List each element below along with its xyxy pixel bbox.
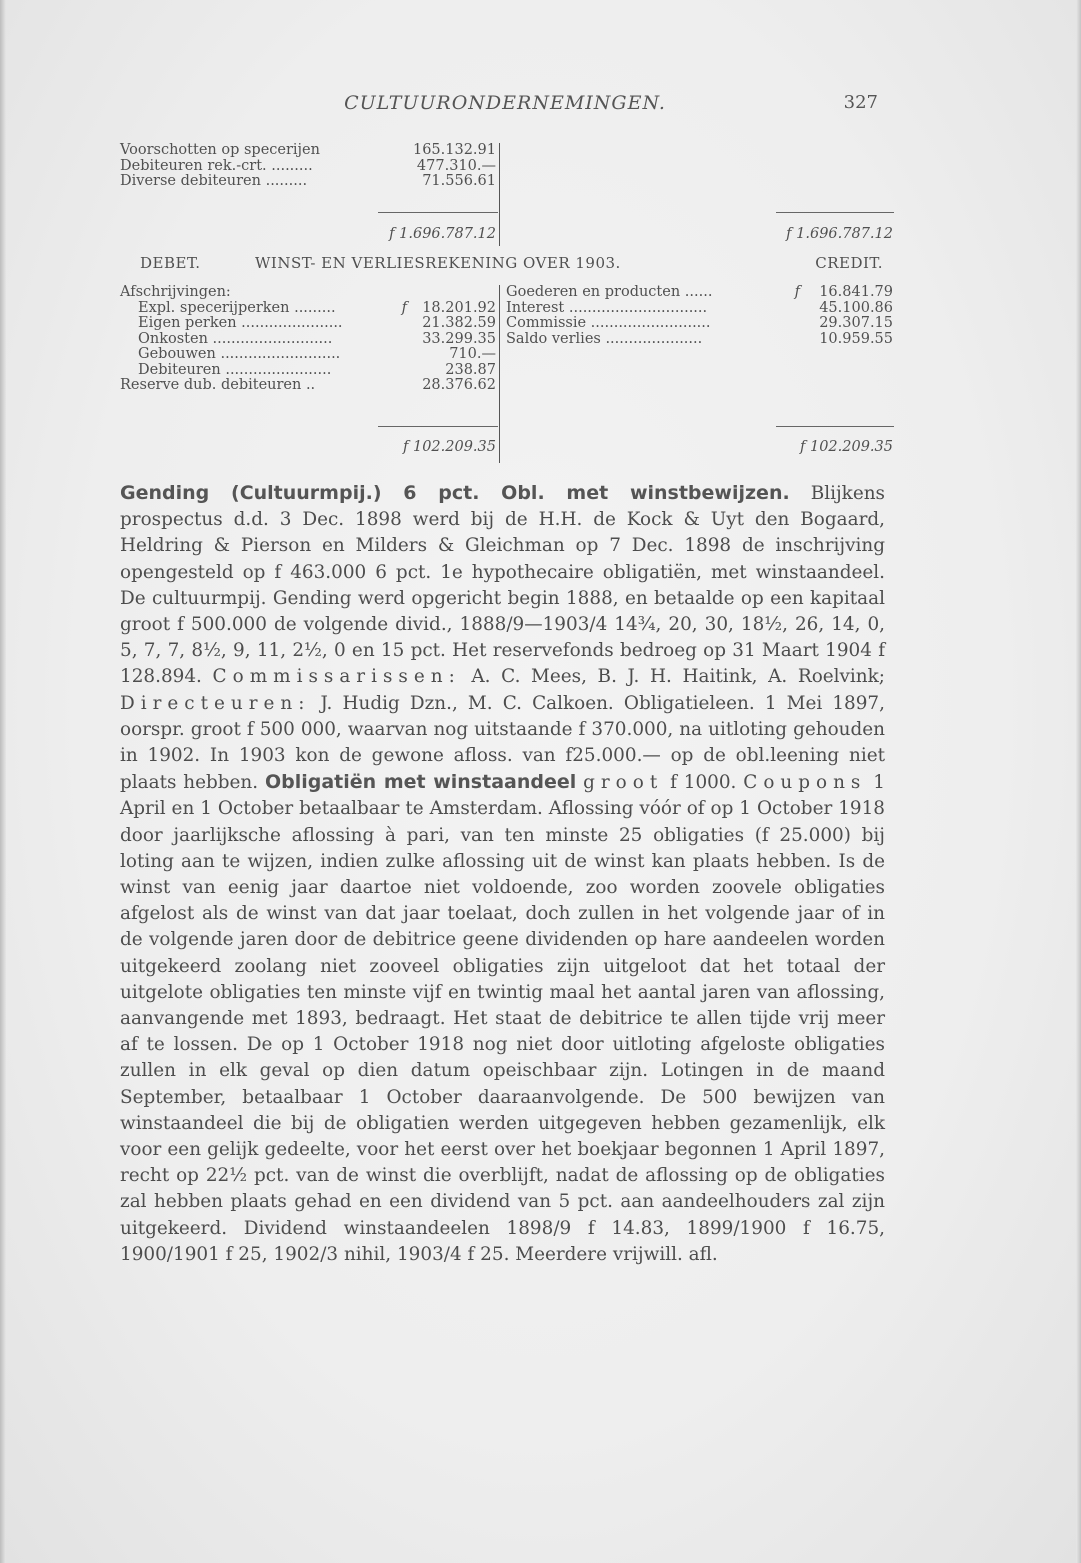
total-rule-credit [776,212,894,213]
page-number: 327 [843,92,878,113]
credit-label: Interest .............................. [506,299,708,316]
directeuren-text: J. Hudig Dzn., M. C. Calkoen. Obligatieleen. 1 Mei 1897, oorspr. groot f 500 000, waarvan nog uitstaande f 370.000, na uitloting gehouden in 1902. In 1903 kon de gewone afloss. van f25.000.— op de obl.leening niet plaats hebben. [120,692,885,794]
obligations-heading: Obligatiën met winstaandeel [264,771,577,794]
currency-sign: f [794,284,800,300]
debit-heading: DEBET. [140,254,201,272]
credit-row [506,285,895,301]
total-rule-debit [378,212,498,213]
debit-amount: 238.87 [445,361,496,378]
total-rule-credit [776,426,894,427]
profit-loss-account [120,285,895,465]
debit-label: Reserve dub. debiteuren .. [120,377,316,393]
column-divider [499,143,500,246]
article-paragraph [120,480,885,1268]
debit-amount: 33.299.35 [422,330,496,347]
credit-heading: CREDIT. [815,254,883,272]
credit-row [506,332,895,348]
column-divider [499,285,500,463]
pl-total-debit: f 102.209.35 [403,439,496,455]
pl-title: WINST- EN VERLIESREKENING OVER 1903. [255,254,621,272]
balance-row [120,143,895,159]
article-text-2: 1 April en 1 October betaalbaar te Amsterdam. Aflossing vóór of op 1 October 1918 door jaarlijksche aflossing à pari, van ten minste 25 obligaties (f 25.000) bij loting aan te wijzen, indien zulke aflossing uit de winst kan plaats hebben. Is de winst van eenig jaar daartoe niet voldoende, zoo worden zoovele obligaties afgelost als de winst van dat jaar toelaat, doch zullen in het volgende jaar of in de volgende jaren door de debitrice geene dividenden op hare aandeelen worden uitgekeerd zoolang niet zooveel obligaties zijn uitgeloot dat het totaal der uitgelote obligaties ten minste vijf en twintig maal het aantal jaren van aflossing, aanvangende met 1893, bedraagt. Het staat de debitrice te allen tijde vrij meer af te lossen. De op 1 October 1918 nog niet door uitloting afgeloste obligaties zullen in elk geval op dien datum opeischbaar zijn. Lotingen in de maand September, betaalbaar 1 October daaraanvolgende. De 500 bewijzen van winstaandeel die bij de obligatien werden uitgegeven hebben gezamenlijk, elk voor een gelijk gedeelte, voor het eerst over het boekjaar begonnen 1 April 1897, recht op 22½ pct. van de winst die overblijft, nadat de aflossing op de obligaties zal hebben plaats gehad en een dividend van 5 pct. aan aandeelhouders zal zijn uitgekeerd. Dividend winstaandeelen 1898/9 f 14.83, 1899/1900 f 16.75, 1900/1901 f 25, 1902/3 nihil, 1903/4 f 25. Meerdere vrijwill. afl. [120,772,885,1265]
credit-label: Goederen en producten ...... [506,284,713,300]
total-rule-debit [378,426,498,427]
page-edge-left [0,0,6,1563]
balance-amount: 71.556.61 [422,173,496,189]
credit-label: Saldo verlies ..................... [506,330,703,347]
article-heading: Gending (Cultuurmpij.) 6 pct. Obl. met winstbewijzen. [120,482,790,504]
balance-total-credit: f 1.696.787.12 [786,226,893,242]
groot-label: groot [583,772,664,794]
debit-amount: 28.376.62 [422,377,496,393]
debit-label: Afschrijvingen: [120,284,231,300]
debit-label: Eigen perken ...................... [138,315,343,331]
article-body [120,480,885,1268]
article-text: Blijkens prospectus d.d. 3 Dec. 1898 werd bij de H.H. de Kock & Uyt den Bogaard, Heldring & Pierson en Milders & Gleichman op 7 Dec. 1898 de inschrijving opengesteld op f 463.000 6 pct. 1e hypothecaire obligatiën, met winstaandeel. De cultuurmpij. Gending werd opgericht begin 1888, en betaalde op een kapitaal groot f 500.000 de volgende divid., 1888/9—1903/4 14¾, 20, 30, 18½, 26, 14, 0, 5, 7, 7, 8½, 9, 11, 2½, 0 en 15 pct. Het reservefonds bedroeg op 31 Maart 1904 f 128.894. [120,483,885,688]
pl-total-credit: f 102.209.35 [800,439,893,455]
credit-amount: 45.100.86 [819,299,893,316]
page-header [120,92,890,122]
directeuren-label: Directeuren: [120,692,311,714]
credit-label: Commissie .......................... [506,315,711,331]
page-edge-right [1076,0,1081,1563]
debit-label: Onkosten .......................... [138,330,333,347]
credit-amount: 29.307.15 [819,315,893,331]
commissarissen-names: A. C. Mees, B. J. H. Haitink, A. Roelvink; [471,666,885,688]
debit-label: Debiteuren ....................... [138,361,332,378]
commissarissen-label: Commissarissen: [212,666,461,688]
debit-row [120,378,895,394]
debit-label: Gebouwen .......................... [138,346,341,362]
balance-label: Diverse debiteuren ......... [120,173,308,189]
debit-row [120,363,895,379]
credit-side [506,285,895,347]
denomination: f 1000. [670,772,737,794]
credit-amount: 10.959.55 [819,330,893,347]
balance-label: Debiteuren rek.-crt. ......... [120,157,313,174]
balance-label: Voorschotten op specerijen [120,142,320,158]
balance-total-debit: f 1.696.787.12 [389,226,496,242]
balance-row [120,174,895,190]
balance-amount: 165.132.91 [412,142,496,158]
balance-row [120,159,895,175]
debit-amount: 710.— [449,346,496,362]
credit-amount: 16.841.79 [819,284,893,300]
coupons-label: Coupons [743,772,867,794]
debit-amount: 18.201.92 [422,299,496,316]
pl-title-row [120,254,895,274]
balance-amount: 477.310.— [416,157,496,174]
running-title: CULTUURONDERNEMINGEN. [344,92,666,114]
debit-row [120,347,895,363]
debit-label: Expl. specerijperken ......... [138,299,336,316]
currency-sign: f [401,299,407,316]
credit-row [506,301,895,317]
debit-amount: 21.382.59 [422,315,496,331]
credit-row [506,316,895,332]
